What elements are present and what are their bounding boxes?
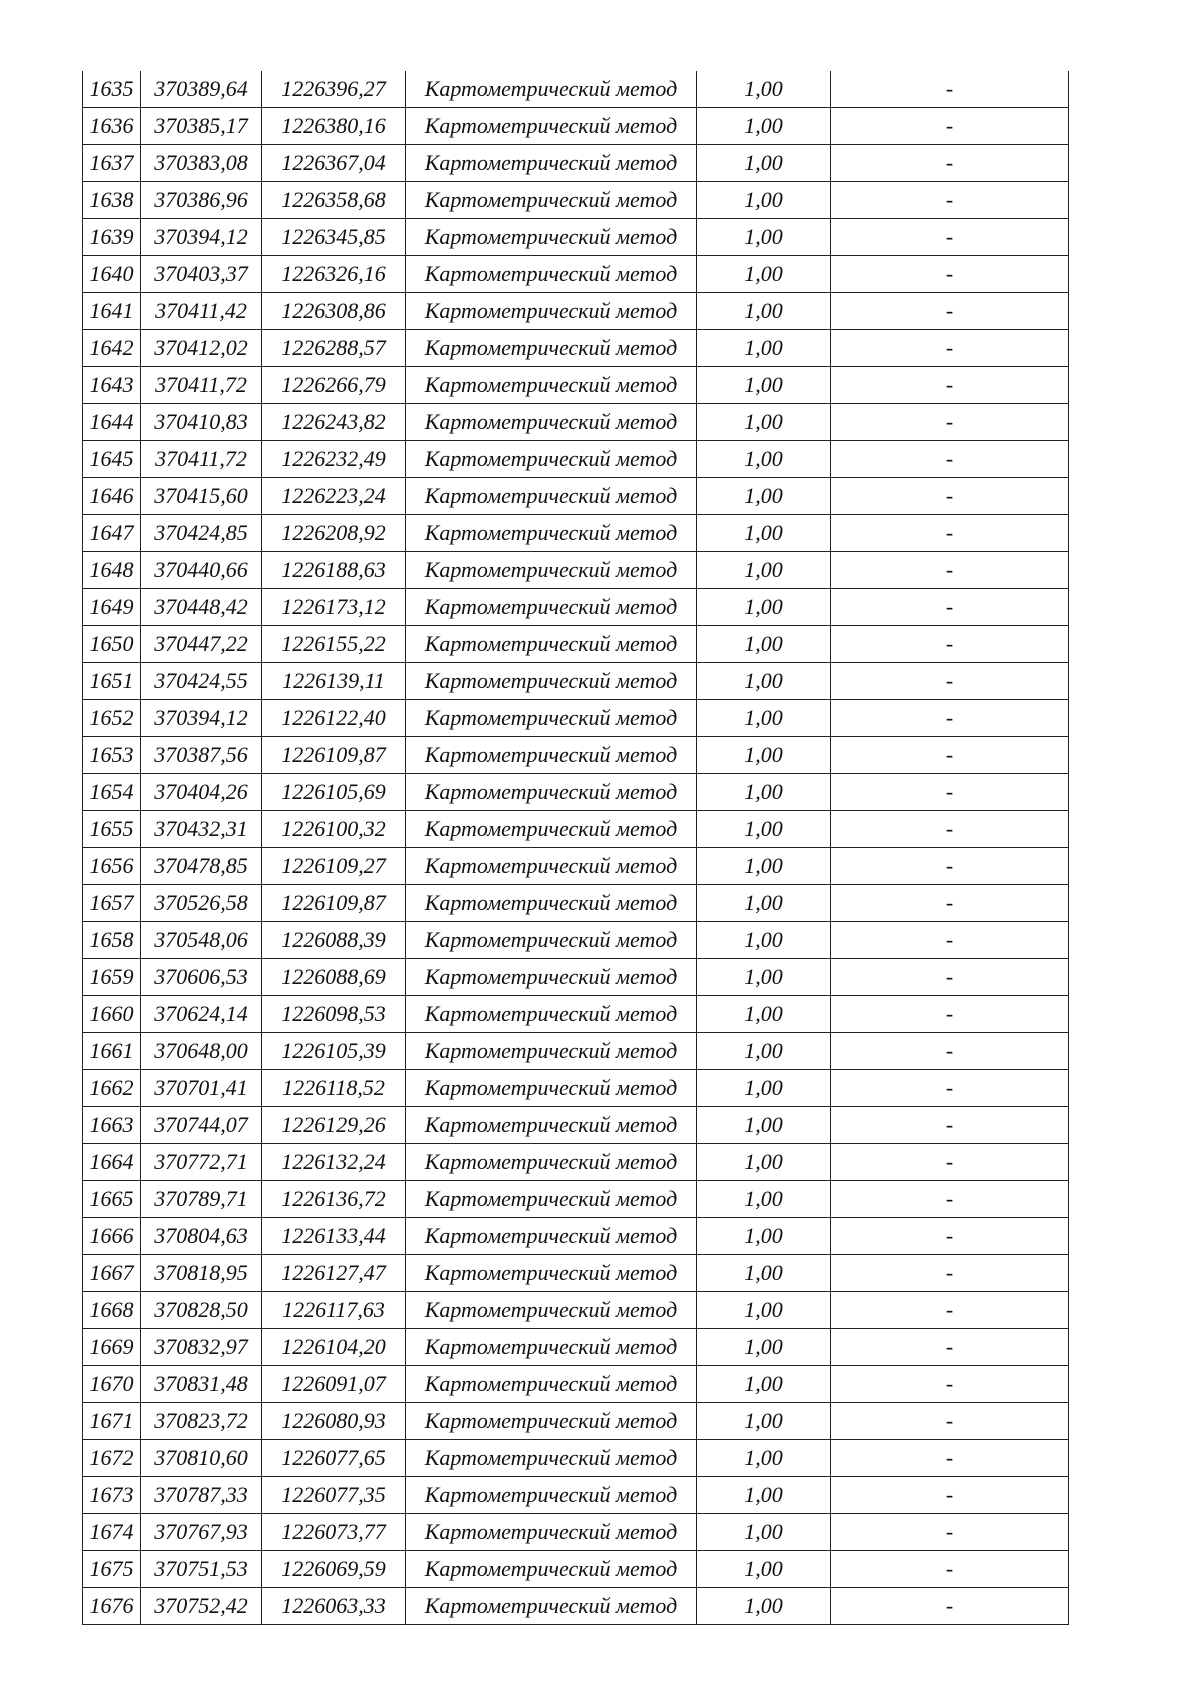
point-number-cell: 1675 xyxy=(83,1551,141,1588)
x-coordinate-cell: 370832,97 xyxy=(141,1329,262,1366)
method-cell: Картометрический метод xyxy=(406,404,697,441)
point-number-cell: 1661 xyxy=(83,1033,141,1070)
point-number-cell: 1664 xyxy=(83,1144,141,1181)
table-row xyxy=(83,219,1069,256)
y-coordinate-cell: 1226109,87 xyxy=(262,885,406,922)
x-coordinate-cell: 370831,48 xyxy=(141,1366,262,1403)
description-cell: - xyxy=(831,182,1069,219)
description-cell: - xyxy=(831,1440,1069,1477)
description-cell: - xyxy=(831,71,1069,108)
accuracy-cell: 1,00 xyxy=(697,1292,831,1329)
y-coordinate-cell: 1226100,32 xyxy=(262,811,406,848)
y-coordinate-cell: 1226069,59 xyxy=(262,1551,406,1588)
method-cell: Картометрический метод xyxy=(406,1292,697,1329)
y-coordinate-cell: 1226073,77 xyxy=(262,1514,406,1551)
description-cell: - xyxy=(831,441,1069,478)
coordinates-table-wrapper xyxy=(82,71,1066,1625)
y-coordinate-cell: 1226077,35 xyxy=(262,1477,406,1514)
table-row xyxy=(83,108,1069,145)
description-cell: - xyxy=(831,1588,1069,1625)
y-coordinate-cell: 1226326,16 xyxy=(262,256,406,293)
method-cell: Картометрический метод xyxy=(406,145,697,182)
method-cell: Картометрический метод xyxy=(406,478,697,515)
description-cell: - xyxy=(831,219,1069,256)
description-cell: - xyxy=(831,1181,1069,1218)
y-coordinate-cell: 1226173,12 xyxy=(262,589,406,626)
y-coordinate-cell: 1226308,86 xyxy=(262,293,406,330)
accuracy-cell: 1,00 xyxy=(697,1440,831,1477)
point-number-cell: 1650 xyxy=(83,626,141,663)
table-row xyxy=(83,1181,1069,1218)
accuracy-cell: 1,00 xyxy=(697,848,831,885)
accuracy-cell: 1,00 xyxy=(697,552,831,589)
accuracy-cell: 1,00 xyxy=(697,626,831,663)
method-cell: Картометрический метод xyxy=(406,182,697,219)
y-coordinate-cell: 1226223,24 xyxy=(262,478,406,515)
table-row xyxy=(83,848,1069,885)
x-coordinate-cell: 370624,14 xyxy=(141,996,262,1033)
description-cell: - xyxy=(831,1514,1069,1551)
y-coordinate-cell: 1226122,40 xyxy=(262,700,406,737)
description-cell: - xyxy=(831,145,1069,182)
x-coordinate-cell: 370415,60 xyxy=(141,478,262,515)
table-row xyxy=(83,663,1069,700)
point-number-cell: 1655 xyxy=(83,811,141,848)
y-coordinate-cell: 1226288,57 xyxy=(262,330,406,367)
point-number-cell: 1646 xyxy=(83,478,141,515)
point-number-cell: 1673 xyxy=(83,1477,141,1514)
point-number-cell: 1654 xyxy=(83,774,141,811)
y-coordinate-cell: 1226091,07 xyxy=(262,1366,406,1403)
description-cell: - xyxy=(831,1366,1069,1403)
y-coordinate-cell: 1226136,72 xyxy=(262,1181,406,1218)
description-cell: - xyxy=(831,256,1069,293)
description-cell: - xyxy=(831,1144,1069,1181)
accuracy-cell: 1,00 xyxy=(697,996,831,1033)
y-coordinate-cell: 1226088,39 xyxy=(262,922,406,959)
table-row xyxy=(83,1144,1069,1181)
y-coordinate-cell: 1226380,16 xyxy=(262,108,406,145)
x-coordinate-cell: 370410,83 xyxy=(141,404,262,441)
method-cell: Картометрический метод xyxy=(406,1366,697,1403)
description-cell: - xyxy=(831,1477,1069,1514)
point-number-cell: 1659 xyxy=(83,959,141,996)
table-row xyxy=(83,1551,1069,1588)
accuracy-cell: 1,00 xyxy=(697,1477,831,1514)
table-row xyxy=(83,1403,1069,1440)
accuracy-cell: 1,00 xyxy=(697,774,831,811)
point-number-cell: 1669 xyxy=(83,1329,141,1366)
accuracy-cell: 1,00 xyxy=(697,478,831,515)
table-row xyxy=(83,885,1069,922)
method-cell: Картометрический метод xyxy=(406,219,697,256)
y-coordinate-cell: 1226243,82 xyxy=(262,404,406,441)
x-coordinate-cell: 370767,93 xyxy=(141,1514,262,1551)
point-number-cell: 1660 xyxy=(83,996,141,1033)
description-cell: - xyxy=(831,1255,1069,1292)
description-cell: - xyxy=(831,737,1069,774)
accuracy-cell: 1,00 xyxy=(697,1403,831,1440)
point-number-cell: 1658 xyxy=(83,922,141,959)
method-cell: Картометрический метод xyxy=(406,737,697,774)
y-coordinate-cell: 1226105,69 xyxy=(262,774,406,811)
y-coordinate-cell: 1226077,65 xyxy=(262,1440,406,1477)
accuracy-cell: 1,00 xyxy=(697,700,831,737)
description-cell: - xyxy=(831,959,1069,996)
point-number-cell: 1672 xyxy=(83,1440,141,1477)
table-row xyxy=(83,1440,1069,1477)
point-number-cell: 1643 xyxy=(83,367,141,404)
description-cell: - xyxy=(831,1403,1069,1440)
y-coordinate-cell: 1226155,22 xyxy=(262,626,406,663)
table-row xyxy=(83,330,1069,367)
point-number-cell: 1638 xyxy=(83,182,141,219)
y-coordinate-cell: 1226133,44 xyxy=(262,1218,406,1255)
point-number-cell: 1644 xyxy=(83,404,141,441)
description-cell: - xyxy=(831,885,1069,922)
point-number-cell: 1663 xyxy=(83,1107,141,1144)
method-cell: Картометрический метод xyxy=(406,774,697,811)
description-cell: - xyxy=(831,552,1069,589)
accuracy-cell: 1,00 xyxy=(697,404,831,441)
method-cell: Картометрический метод xyxy=(406,1588,697,1625)
accuracy-cell: 1,00 xyxy=(697,959,831,996)
description-cell: - xyxy=(831,848,1069,885)
x-coordinate-cell: 370411,42 xyxy=(141,293,262,330)
method-cell: Картометрический метод xyxy=(406,1181,697,1218)
point-number-cell: 1676 xyxy=(83,1588,141,1625)
table-row xyxy=(83,626,1069,663)
x-coordinate-cell: 370789,71 xyxy=(141,1181,262,1218)
accuracy-cell: 1,00 xyxy=(697,441,831,478)
y-coordinate-cell: 1226132,24 xyxy=(262,1144,406,1181)
x-coordinate-cell: 370828,50 xyxy=(141,1292,262,1329)
description-cell: - xyxy=(831,108,1069,145)
x-coordinate-cell: 370744,07 xyxy=(141,1107,262,1144)
x-coordinate-cell: 370804,63 xyxy=(141,1218,262,1255)
method-cell: Картометрический метод xyxy=(406,1329,697,1366)
description-cell: - xyxy=(831,1551,1069,1588)
y-coordinate-cell: 1226266,79 xyxy=(262,367,406,404)
method-cell: Картометрический метод xyxy=(406,663,697,700)
y-coordinate-cell: 1226118,52 xyxy=(262,1070,406,1107)
y-coordinate-cell: 1226367,04 xyxy=(262,145,406,182)
x-coordinate-cell: 370448,42 xyxy=(141,589,262,626)
point-number-cell: 1674 xyxy=(83,1514,141,1551)
method-cell: Картометрический метод xyxy=(406,1514,697,1551)
x-coordinate-cell: 370386,96 xyxy=(141,182,262,219)
x-coordinate-cell: 370548,06 xyxy=(141,922,262,959)
table-row xyxy=(83,1329,1069,1366)
method-cell: Картометрический метод xyxy=(406,1107,697,1144)
description-cell: - xyxy=(831,1033,1069,1070)
point-number-cell: 1647 xyxy=(83,515,141,552)
accuracy-cell: 1,00 xyxy=(697,1033,831,1070)
table-row xyxy=(83,367,1069,404)
accuracy-cell: 1,00 xyxy=(697,293,831,330)
y-coordinate-cell: 1226109,87 xyxy=(262,737,406,774)
y-coordinate-cell: 1226345,85 xyxy=(262,219,406,256)
x-coordinate-cell: 370389,64 xyxy=(141,71,262,108)
x-coordinate-cell: 370394,12 xyxy=(141,219,262,256)
method-cell: Картометрический метод xyxy=(406,1477,697,1514)
x-coordinate-cell: 370810,60 xyxy=(141,1440,262,1477)
point-number-cell: 1652 xyxy=(83,700,141,737)
x-coordinate-cell: 370385,17 xyxy=(141,108,262,145)
accuracy-cell: 1,00 xyxy=(697,219,831,256)
x-coordinate-cell: 370404,26 xyxy=(141,774,262,811)
table-row xyxy=(83,404,1069,441)
method-cell: Картометрический метод xyxy=(406,1403,697,1440)
point-number-cell: 1651 xyxy=(83,663,141,700)
description-cell: - xyxy=(831,626,1069,663)
table-row xyxy=(83,1070,1069,1107)
x-coordinate-cell: 370818,95 xyxy=(141,1255,262,1292)
method-cell: Картометрический метод xyxy=(406,1033,697,1070)
y-coordinate-cell: 1226098,53 xyxy=(262,996,406,1033)
x-coordinate-cell: 370387,56 xyxy=(141,737,262,774)
accuracy-cell: 1,00 xyxy=(697,1588,831,1625)
point-number-cell: 1639 xyxy=(83,219,141,256)
table-row xyxy=(83,700,1069,737)
x-coordinate-cell: 370403,37 xyxy=(141,256,262,293)
accuracy-cell: 1,00 xyxy=(697,1255,831,1292)
y-coordinate-cell: 1226139,11 xyxy=(262,663,406,700)
accuracy-cell: 1,00 xyxy=(697,663,831,700)
table-row xyxy=(83,589,1069,626)
point-number-cell: 1649 xyxy=(83,589,141,626)
x-coordinate-cell: 370412,02 xyxy=(141,330,262,367)
table-row xyxy=(83,1588,1069,1625)
table-row xyxy=(83,441,1069,478)
point-number-cell: 1636 xyxy=(83,108,141,145)
method-cell: Картометрический метод xyxy=(406,1255,697,1292)
y-coordinate-cell: 1226109,27 xyxy=(262,848,406,885)
method-cell: Картометрический метод xyxy=(406,552,697,589)
method-cell: Картометрический метод xyxy=(406,922,697,959)
table-row xyxy=(83,1255,1069,1292)
method-cell: Картометрический метод xyxy=(406,1218,697,1255)
description-cell: - xyxy=(831,1329,1069,1366)
table-row xyxy=(83,996,1069,1033)
method-cell: Картометрический метод xyxy=(406,1070,697,1107)
description-cell: - xyxy=(831,1218,1069,1255)
point-number-cell: 1637 xyxy=(83,145,141,182)
x-coordinate-cell: 370752,42 xyxy=(141,1588,262,1625)
method-cell: Картометрический метод xyxy=(406,108,697,145)
method-cell: Картометрический метод xyxy=(406,256,697,293)
x-coordinate-cell: 370424,55 xyxy=(141,663,262,700)
accuracy-cell: 1,00 xyxy=(697,256,831,293)
table-row xyxy=(83,1218,1069,1255)
table-row xyxy=(83,1292,1069,1329)
method-cell: Картометрический метод xyxy=(406,367,697,404)
table-row xyxy=(83,922,1069,959)
description-cell: - xyxy=(831,330,1069,367)
y-coordinate-cell: 1226208,92 xyxy=(262,515,406,552)
description-cell: - xyxy=(831,774,1069,811)
accuracy-cell: 1,00 xyxy=(697,515,831,552)
x-coordinate-cell: 370447,22 xyxy=(141,626,262,663)
method-cell: Картометрический метод xyxy=(406,848,697,885)
x-coordinate-cell: 370383,08 xyxy=(141,145,262,182)
method-cell: Картометрический метод xyxy=(406,811,697,848)
accuracy-cell: 1,00 xyxy=(697,1181,831,1218)
accuracy-cell: 1,00 xyxy=(697,1514,831,1551)
description-cell: - xyxy=(831,367,1069,404)
table-row xyxy=(83,293,1069,330)
y-coordinate-cell: 1226396,27 xyxy=(262,71,406,108)
x-coordinate-cell: 370440,66 xyxy=(141,552,262,589)
table-row xyxy=(83,182,1069,219)
y-coordinate-cell: 1226080,93 xyxy=(262,1403,406,1440)
method-cell: Картометрический метод xyxy=(406,515,697,552)
x-coordinate-cell: 370526,58 xyxy=(141,885,262,922)
accuracy-cell: 1,00 xyxy=(697,330,831,367)
table-row xyxy=(83,1107,1069,1144)
accuracy-cell: 1,00 xyxy=(697,1329,831,1366)
point-number-cell: 1671 xyxy=(83,1403,141,1440)
accuracy-cell: 1,00 xyxy=(697,108,831,145)
method-cell: Картометрический метод xyxy=(406,996,697,1033)
accuracy-cell: 1,00 xyxy=(697,885,831,922)
method-cell: Картометрический метод xyxy=(406,330,697,367)
point-number-cell: 1648 xyxy=(83,552,141,589)
table-row xyxy=(83,71,1069,108)
table-row xyxy=(83,774,1069,811)
x-coordinate-cell: 370394,12 xyxy=(141,700,262,737)
description-cell: - xyxy=(831,589,1069,626)
x-coordinate-cell: 370411,72 xyxy=(141,441,262,478)
table-row xyxy=(83,1033,1069,1070)
x-coordinate-cell: 370424,85 xyxy=(141,515,262,552)
table-row xyxy=(83,1366,1069,1403)
y-coordinate-cell: 1226127,47 xyxy=(262,1255,406,1292)
y-coordinate-cell: 1226104,20 xyxy=(262,1329,406,1366)
description-cell: - xyxy=(831,922,1069,959)
accuracy-cell: 1,00 xyxy=(697,1218,831,1255)
point-number-cell: 1668 xyxy=(83,1292,141,1329)
y-coordinate-cell: 1226232,49 xyxy=(262,441,406,478)
point-number-cell: 1662 xyxy=(83,1070,141,1107)
accuracy-cell: 1,00 xyxy=(697,589,831,626)
accuracy-cell: 1,00 xyxy=(697,922,831,959)
x-coordinate-cell: 370648,00 xyxy=(141,1033,262,1070)
point-number-cell: 1641 xyxy=(83,293,141,330)
method-cell: Картометрический метод xyxy=(406,1551,697,1588)
x-coordinate-cell: 370411,72 xyxy=(141,367,262,404)
description-cell: - xyxy=(831,996,1069,1033)
point-number-cell: 1642 xyxy=(83,330,141,367)
point-number-cell: 1635 xyxy=(83,71,141,108)
description-cell: - xyxy=(831,515,1069,552)
point-number-cell: 1657 xyxy=(83,885,141,922)
table-row xyxy=(83,478,1069,515)
accuracy-cell: 1,00 xyxy=(697,71,831,108)
method-cell: Картометрический метод xyxy=(406,885,697,922)
point-number-cell: 1640 xyxy=(83,256,141,293)
description-cell: - xyxy=(831,811,1069,848)
accuracy-cell: 1,00 xyxy=(697,367,831,404)
coordinates-table xyxy=(82,71,1069,1625)
table-row xyxy=(83,1477,1069,1514)
accuracy-cell: 1,00 xyxy=(697,1107,831,1144)
table-row xyxy=(83,256,1069,293)
description-cell: - xyxy=(831,663,1069,700)
accuracy-cell: 1,00 xyxy=(697,145,831,182)
table-row xyxy=(83,515,1069,552)
table-row xyxy=(83,552,1069,589)
x-coordinate-cell: 370701,41 xyxy=(141,1070,262,1107)
table-row xyxy=(83,145,1069,182)
accuracy-cell: 1,00 xyxy=(697,182,831,219)
point-number-cell: 1665 xyxy=(83,1181,141,1218)
x-coordinate-cell: 370606,53 xyxy=(141,959,262,996)
method-cell: Картометрический метод xyxy=(406,589,697,626)
method-cell: Картометрический метод xyxy=(406,626,697,663)
y-coordinate-cell: 1226117,63 xyxy=(262,1292,406,1329)
coordinates-table-body xyxy=(83,71,1069,1625)
y-coordinate-cell: 1226188,63 xyxy=(262,552,406,589)
y-coordinate-cell: 1226358,68 xyxy=(262,182,406,219)
method-cell: Картометрический метод xyxy=(406,71,697,108)
method-cell: Картометрический метод xyxy=(406,700,697,737)
table-row xyxy=(83,737,1069,774)
x-coordinate-cell: 370787,33 xyxy=(141,1477,262,1514)
accuracy-cell: 1,00 xyxy=(697,1144,831,1181)
y-coordinate-cell: 1226088,69 xyxy=(262,959,406,996)
method-cell: Картометрический метод xyxy=(406,293,697,330)
x-coordinate-cell: 370751,53 xyxy=(141,1551,262,1588)
description-cell: - xyxy=(831,700,1069,737)
point-number-cell: 1666 xyxy=(83,1218,141,1255)
point-number-cell: 1667 xyxy=(83,1255,141,1292)
description-cell: - xyxy=(831,1292,1069,1329)
point-number-cell: 1645 xyxy=(83,441,141,478)
method-cell: Картометрический метод xyxy=(406,1144,697,1181)
x-coordinate-cell: 370478,85 xyxy=(141,848,262,885)
accuracy-cell: 1,00 xyxy=(697,737,831,774)
table-row xyxy=(83,959,1069,996)
description-cell: - xyxy=(831,1070,1069,1107)
method-cell: Картометрический метод xyxy=(406,441,697,478)
accuracy-cell: 1,00 xyxy=(697,1070,831,1107)
description-cell: - xyxy=(831,478,1069,515)
method-cell: Картометрический метод xyxy=(406,1440,697,1477)
description-cell: - xyxy=(831,1107,1069,1144)
accuracy-cell: 1,00 xyxy=(697,1366,831,1403)
point-number-cell: 1653 xyxy=(83,737,141,774)
y-coordinate-cell: 1226129,26 xyxy=(262,1107,406,1144)
x-coordinate-cell: 370772,71 xyxy=(141,1144,262,1181)
accuracy-cell: 1,00 xyxy=(697,1551,831,1588)
description-cell: - xyxy=(831,404,1069,441)
point-number-cell: 1670 xyxy=(83,1366,141,1403)
table-row xyxy=(83,811,1069,848)
description-cell: - xyxy=(831,293,1069,330)
point-number-cell: 1656 xyxy=(83,848,141,885)
x-coordinate-cell: 370432,31 xyxy=(141,811,262,848)
y-coordinate-cell: 1226105,39 xyxy=(262,1033,406,1070)
method-cell: Картометрический метод xyxy=(406,959,697,996)
x-coordinate-cell: 370823,72 xyxy=(141,1403,262,1440)
table-row xyxy=(83,1514,1069,1551)
y-coordinate-cell: 1226063,33 xyxy=(262,1588,406,1625)
accuracy-cell: 1,00 xyxy=(697,811,831,848)
